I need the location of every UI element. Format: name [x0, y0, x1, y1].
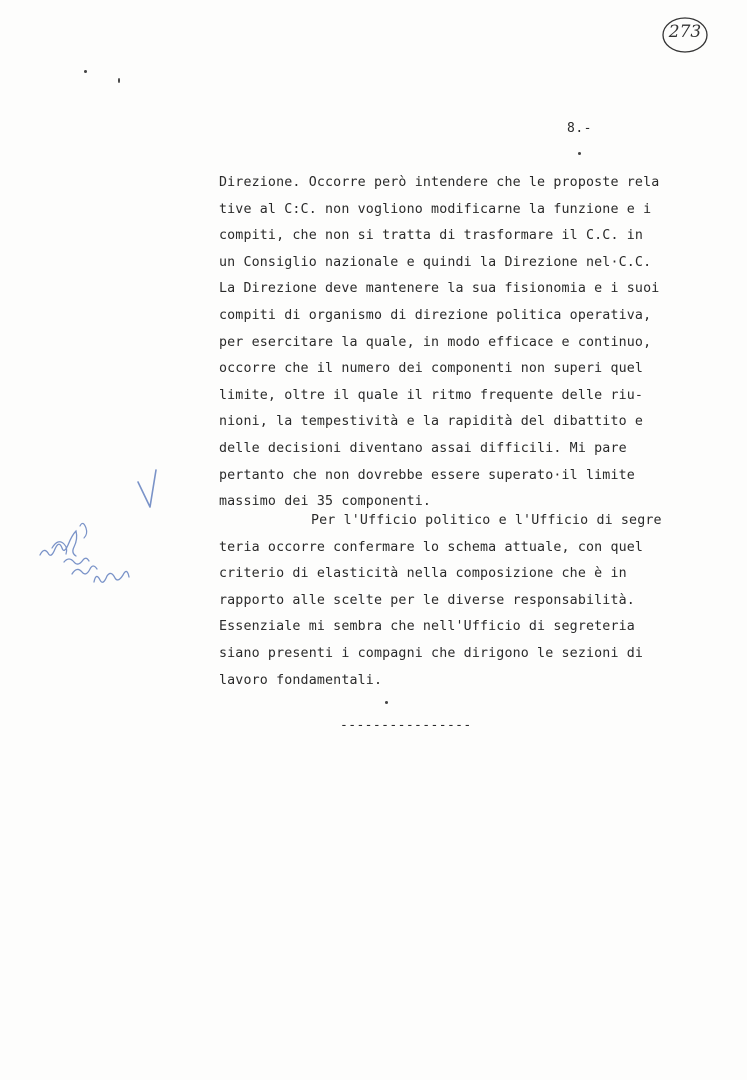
- text-line: nioni, la tempestività e la rapidità del dibattito e: [219, 414, 644, 430]
- text-line: compiti, che non si tratta di trasformare il C.C. in: [219, 228, 644, 244]
- margin-note-scribble: [72, 566, 97, 574]
- text-line: limite, oltre il quale il ritmo frequente delle riu-: [219, 387, 644, 403]
- text-line: delle decisioni diventano assai difficili. Mi pare: [219, 440, 627, 456]
- text-line: Direzione. Occorre però intendere che le proposte rela: [219, 175, 660, 190]
- text-line: teria occorre confermare lo schema attuale, con quel: [219, 539, 644, 555]
- text-line: massimo dei 35 componenti.: [219, 494, 432, 510]
- text-line: lavoro fondamentali.: [219, 672, 383, 688]
- stamp-number: 273: [668, 22, 702, 42]
- text-line: La Direzione deve mantenere la sua fisionomia e i suoi: [219, 281, 660, 297]
- text-line: Per l'Ufficio politico e l'Ufficio di segre: [311, 513, 662, 528]
- margin-note-scribble: [94, 571, 129, 582]
- margin-note-scribble: [80, 523, 87, 538]
- text-line: per esercitare la quale, in modo efficace e continuo,: [219, 334, 652, 350]
- text-line: criterio di elasticità nella composizione che è in: [219, 566, 627, 582]
- margin-note-scribble: [40, 531, 77, 556]
- text-line: Essenziale mi sembra che nell'Ufficio di segreteria: [219, 619, 635, 635]
- text-line: tive al C:C. non vogliono modificarne la funzione e i: [219, 201, 652, 217]
- text-line: rapporto alle scelte per le diverse responsabilità.: [219, 592, 635, 608]
- text-line: pertanto che non dovrebbe essere superato·il limite: [219, 467, 635, 483]
- stray-mark: [385, 701, 388, 704]
- text-line: siano presenti i compagni che dirigono le sezioni di: [219, 645, 644, 661]
- text-line: un Consiglio nazionale e quindi la Direzione nel·C.C.: [219, 254, 652, 270]
- margin-note-scribble: [64, 558, 89, 564]
- archive-number-stamp: [660, 14, 710, 56]
- stray-mark: [578, 152, 581, 155]
- paragraph-1: [219, 170, 689, 516]
- margin-note-scribble: [52, 542, 67, 554]
- page-number: 8.-: [567, 121, 592, 136]
- paragraph-2: [219, 508, 689, 694]
- stray-mark: [118, 78, 120, 83]
- closing-separator: ----------------: [340, 718, 472, 733]
- stray-mark: [84, 70, 87, 73]
- text-line: occorre che il numero dei componenti non superi quel: [219, 361, 644, 377]
- check-mark-icon: [138, 470, 156, 507]
- text-line: compiti di organismo di direzione politica operativa,: [219, 307, 652, 323]
